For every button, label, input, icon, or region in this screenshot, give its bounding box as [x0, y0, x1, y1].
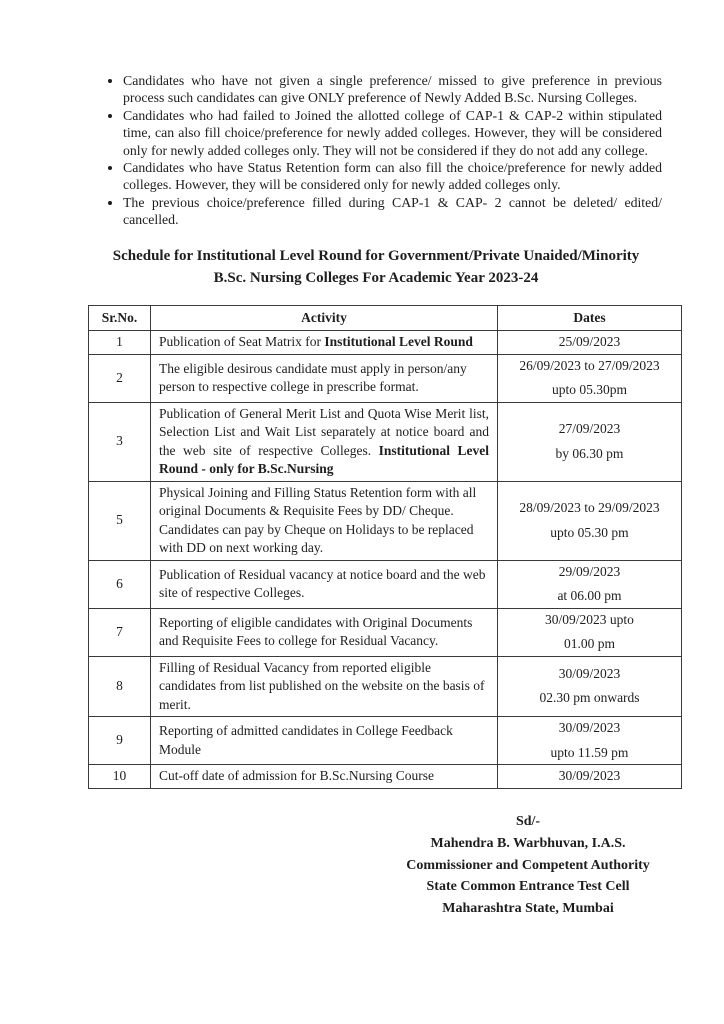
- table-row: [89, 481, 682, 560]
- dates-cell: [498, 354, 682, 402]
- activity-text: Cut-off date of admission for B.Sc.Nursing Course: [159, 768, 434, 784]
- date-line: 30/09/2023: [558, 720, 621, 736]
- table-row: [89, 765, 682, 789]
- signatory-org: State Common Entrance Test Cell: [426, 879, 630, 895]
- sr-no-cell: 6: [89, 560, 151, 608]
- activity-cell: [151, 765, 498, 789]
- date-line: 28/09/2023 to 29/09/2023: [519, 500, 660, 516]
- signatory-name: Mahendra B. Warbhuvan, I.A.S.: [430, 836, 626, 852]
- date-line: upto 11.59 pm: [550, 744, 629, 760]
- date-line: 30/09/2023 upto: [545, 611, 634, 627]
- table-header-row: [89, 305, 682, 331]
- bullet-item: • Candidates who had failed to Joined the allotted college of CAP-1 & CAP-2 within stipulated time, can also fill choice/preference for newly added colleges. However, they will be considered only for newly added colleges only. They will not be considered if they do not add any college.: [123, 107, 662, 159]
- dates-cell: [498, 608, 682, 656]
- activity-cell: [151, 354, 498, 402]
- date-line: 26/09/2023 to 27/09/2023: [519, 357, 660, 373]
- dates-cell: [498, 560, 682, 608]
- activity-cell: [151, 331, 498, 355]
- bullet-item: • The previous choice/preference filled during CAP-1 & CAP- 2 cannot be deleted/ edited/ cancelled.: [123, 194, 662, 229]
- sr-no-cell: 3: [89, 402, 151, 481]
- dates-cell: [498, 481, 682, 560]
- sr-no-cell: 10: [89, 765, 151, 789]
- date-line: upto 05.30pm: [551, 382, 627, 398]
- sd-label: Sd/-: [515, 813, 541, 829]
- dates-header: Dates: [498, 305, 682, 331]
- sr-no-cell: 5: [89, 481, 151, 560]
- dates-cell: [498, 402, 682, 481]
- table-row: [89, 331, 682, 355]
- date-line: 02.30 pm onwards: [539, 690, 640, 706]
- date-line: 30/09/2023: [558, 665, 621, 681]
- activity-text: Reporting of eligible candidates with Original Documents and Requisite Fees to college for Residual Vacancy.: [159, 614, 473, 649]
- schedule-heading: [88, 245, 664, 289]
- heading-line-2: B.Sc. Nursing Colleges For Academic Year 2023-24: [213, 269, 539, 286]
- signature-block: [378, 811, 678, 920]
- activity-cell: [151, 481, 498, 560]
- activity-cell: [151, 656, 498, 717]
- sr-no-cell: 2: [89, 354, 151, 402]
- activity-cell: [151, 717, 498, 765]
- date-line: 29/09/2023: [558, 563, 621, 579]
- schedule-table: [88, 305, 682, 789]
- dates-cell: [498, 331, 682, 355]
- activity-text: Publication of Residual vacancy at notice board and the web site of respective Colleges.: [159, 566, 486, 601]
- table-row: [89, 608, 682, 656]
- activity-text: Filling of Residual Vacancy from reported eligible candidates from list published on the website on the basis of merit.: [159, 659, 485, 712]
- activity-header: Activity: [151, 305, 498, 331]
- activity-cell: [151, 608, 498, 656]
- date-line: 01.00 pm: [563, 636, 615, 652]
- sr-no-cell: 8: [89, 656, 151, 717]
- bullet-item: • Candidates who have Status Retention form can also fill the choice/preference for newly added colleges. However, they will be considered only for newly added colleges only.: [123, 159, 662, 194]
- bullet-list: [88, 72, 662, 229]
- date-line: upto 05.30 pm: [550, 524, 629, 540]
- activity-text: Publication of General Merit List and Quota Wise Merit list, Selection List and Wait List separately at notice board and the web site of respective Colleges.: [159, 405, 489, 458]
- activity-text: Reporting of admitted candidates in College Feedback Module: [159, 723, 453, 757]
- activity-cell: [151, 560, 498, 608]
- bullet-item: • Candidates who have not given a single preference/ missed to give preference in previous process such candidates can give ONLY preference of Newly Added B.Sc. Nursing Colleges.: [123, 72, 662, 107]
- heading-line-1: Schedule for Institutional Level Round for Government/Private Unaided/Minority: [112, 247, 640, 264]
- sr-no-cell: 1: [89, 331, 151, 355]
- date-line: 30/09/2023: [558, 768, 621, 784]
- table-row: [89, 402, 682, 481]
- activity-cell: [151, 402, 498, 481]
- activity-text: Publication of Seat Matrix for: [159, 334, 325, 350]
- activity-text: Physical Joining and Filling Status Retention form with all original Documents & Requisite Fees by DD/ Cheque. Candidates can pay by Cheque on Holidays to be replaced with DD on next working day.: [159, 484, 477, 556]
- sr-no-header: Sr.No.: [89, 305, 151, 331]
- date-line: at 06.00 pm: [557, 588, 622, 604]
- signatory-title: Commissioner and Competent Authority: [406, 857, 650, 873]
- signatory-place: Maharashtra State, Mumbai: [442, 900, 614, 916]
- sr-no-cell: 7: [89, 608, 151, 656]
- sr-no-cell: 9: [89, 717, 151, 765]
- table-row: [89, 656, 682, 717]
- activity-text: The eligible desirous candidate must apply in person/any person to respective college in prescribe format.: [159, 360, 467, 395]
- dates-cell: [498, 717, 682, 765]
- table-row: [89, 560, 682, 608]
- table-row: [89, 717, 682, 765]
- date-line: 27/09/2023: [558, 421, 621, 437]
- dates-cell: [498, 765, 682, 789]
- activity-bold-text: Institutional Level Round - only for B.Sc.Nursing: [159, 442, 489, 477]
- dates-cell: [498, 656, 682, 717]
- date-line: 25/09/2023: [558, 334, 621, 350]
- activity-bold-text: Institutional Level Round: [324, 334, 473, 350]
- date-line: by 06.30 pm: [555, 445, 624, 461]
- table-row: [89, 354, 682, 402]
